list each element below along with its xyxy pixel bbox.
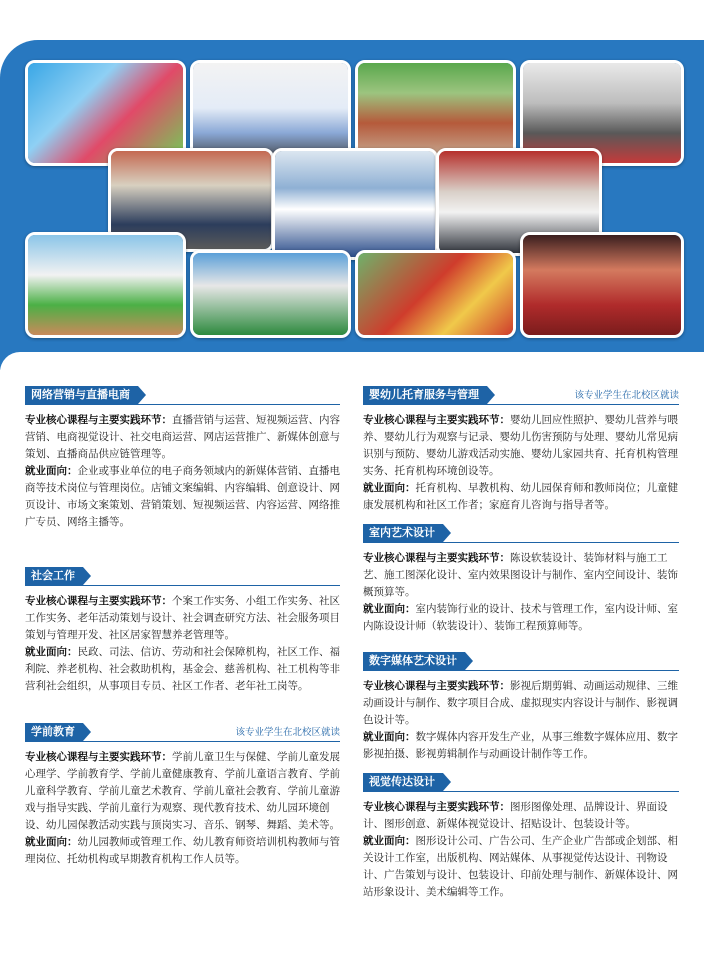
core-courses: 专业核心课程与主要实践环节：影视后期剪辑、动画运动规律、三维动画设计与制作、数字项目合成、虚拟现实内容设计与制作、影视调色设计等。: [363, 680, 678, 726]
core-courses: 专业核心课程与主要实践环节：陈设软装设计、装饰材料与施工工艺、施工图深化设计、室内效果图设计与制作、室内空间设计、装饰概预算等。: [363, 552, 678, 598]
section-divider: [363, 670, 679, 671]
section-preschool: [25, 723, 340, 868]
campus-note: 该专业学生在北校区就读: [574, 390, 679, 401]
employment: 就业面向：托育机构、早教机构、幼儿园保育师和教师岗位；儿童健康发展机构和社区工作者；家庭育儿咨询与指导者等。: [363, 482, 678, 511]
section-social-work: [25, 567, 340, 695]
photo-sports-flag: [25, 232, 186, 338]
top-white-strip: [0, 0, 704, 40]
section-title: 视觉传达设计: [363, 773, 443, 791]
section-title: 学前教育: [25, 723, 83, 741]
employment: 就业面向：数字媒体内容开发生产业，从事三维数字媒体应用、数字影视拍摄、影视剪辑制作与动画设计制作等工作。: [363, 731, 678, 760]
core-courses: 专业核心课程与主要实践环节：个案工作实务、小组工作实务、社区工作实务、老年活动策划与设计、社会调查研究方法、社会服务项目策划与管理开发、社区居家智慧养老管理等。: [25, 595, 340, 641]
section-divider: [25, 741, 340, 742]
section-header: [25, 386, 340, 406]
core-courses: 专业核心课程与主要实践环节：图形图像处理、品牌设计、界面设计、图形创意、新媒体视觉设计、招贴设计、包装设计等。: [363, 801, 668, 830]
employment: 就业面向：室内装饰行业的设计、技术与管理工作，室内设计师、室内陈设设计师（软装设计）、装饰工程预算师等。: [363, 603, 678, 632]
photo-auditorium: [520, 232, 684, 338]
photo-plaque-unveiling: [272, 148, 438, 260]
section-title: 网络营销与直播电商: [25, 386, 138, 404]
photo-dance-performance: [355, 250, 516, 338]
section-divider: [363, 791, 679, 792]
section-title: 婴幼儿托育服务与管理: [363, 386, 487, 404]
section-header: [25, 723, 340, 743]
section-header: [363, 524, 679, 544]
employment: 就业面向：企业或事业单位的电子商务领域内的新媒体营销、直播电商等技术岗位与管理岗位。店铺文案编辑、内容编辑、创意设计、网页设计、市场文案策划、营销策划、短视频运营、内容运营、网络推广专员、网络主播等。: [25, 465, 340, 528]
section-header: [25, 567, 340, 587]
hero-bottom-curve: [0, 352, 704, 370]
core-courses: 专业核心课程与主要实践环节：学前儿童卫生与保健、学前儿童发展心理学、学前教育学、学前儿童健康教育、学前儿童语言教育、学前儿童科学教育、学前儿童艺术教育、学前儿童社会教育、学前儿童游戏与指导实践、学前儿童行为观察、现代教育技术、幼儿园环境创设、幼儿园保教活动实践与顶岗实习、音乐、钢琴、舞蹈、美术等。: [25, 751, 340, 831]
core-courses: 专业核心课程与主要实践环节：婴幼儿回应性照护、婴幼儿营养与喂养、婴幼儿行为观察与记录、婴幼儿伤害预防与处理、婴幼儿常见病识别与预防、婴幼儿游戏活动实施、婴幼儿家园共育、托育机构管理实务、托育机构环境创设等。: [363, 414, 678, 477]
section-header: [363, 386, 679, 406]
section-digital-media: [363, 652, 679, 763]
section-title: 数字媒体艺术设计: [363, 652, 465, 670]
core-courses: 专业核心课程与主要实践环节：直播营销与运营、短视频运营、内容营销、电商视觉设计、社交电商运营、网店运营推广、新媒体创意与策划、直播商品供应链管理等。: [25, 414, 340, 460]
section-divider: [363, 404, 679, 405]
section-divider: [25, 585, 340, 586]
employment: 就业面向：幼儿园教师或管理工作、幼儿教育师资培训机构教师与管理岗位、托幼机构或早期教育机构工作人员等。: [25, 836, 340, 865]
section-interior-design: [363, 524, 679, 635]
photo-collage-banner: [0, 0, 704, 370]
section-visual-communication: [363, 773, 679, 901]
section-title: 社会工作: [25, 567, 83, 585]
employment: 就业面向：民政、司法、信访、劳动和社会保障机构，社区工作、福利院、养老机构、社会救助机构，基金会、慈善机构、社工机构等非营利社会组织，从事项目专员、社区工作者、老年社工岗等。: [25, 646, 340, 692]
section-title: 室内艺术设计: [363, 524, 443, 542]
section-marketing: [25, 386, 340, 531]
campus-note: 该专业学生在北校区就读: [235, 727, 340, 738]
section-infant-care: [363, 386, 679, 514]
section-divider: [25, 404, 340, 405]
section-header: [363, 652, 679, 672]
section-header: [363, 773, 679, 793]
section-divider: [363, 542, 679, 543]
photo-students-lineup: [190, 250, 351, 338]
employment: 就业面向：图形设计公司、广告公司、生产企业广告部或企划部、相关设计工作室，出版机构、网站媒体、从事视觉传达设计、刊物设计、广告策划与设计、包装设计、印前处理与制作、新媒体设计、网站形象设计、美术编辑等工作。: [363, 835, 678, 898]
